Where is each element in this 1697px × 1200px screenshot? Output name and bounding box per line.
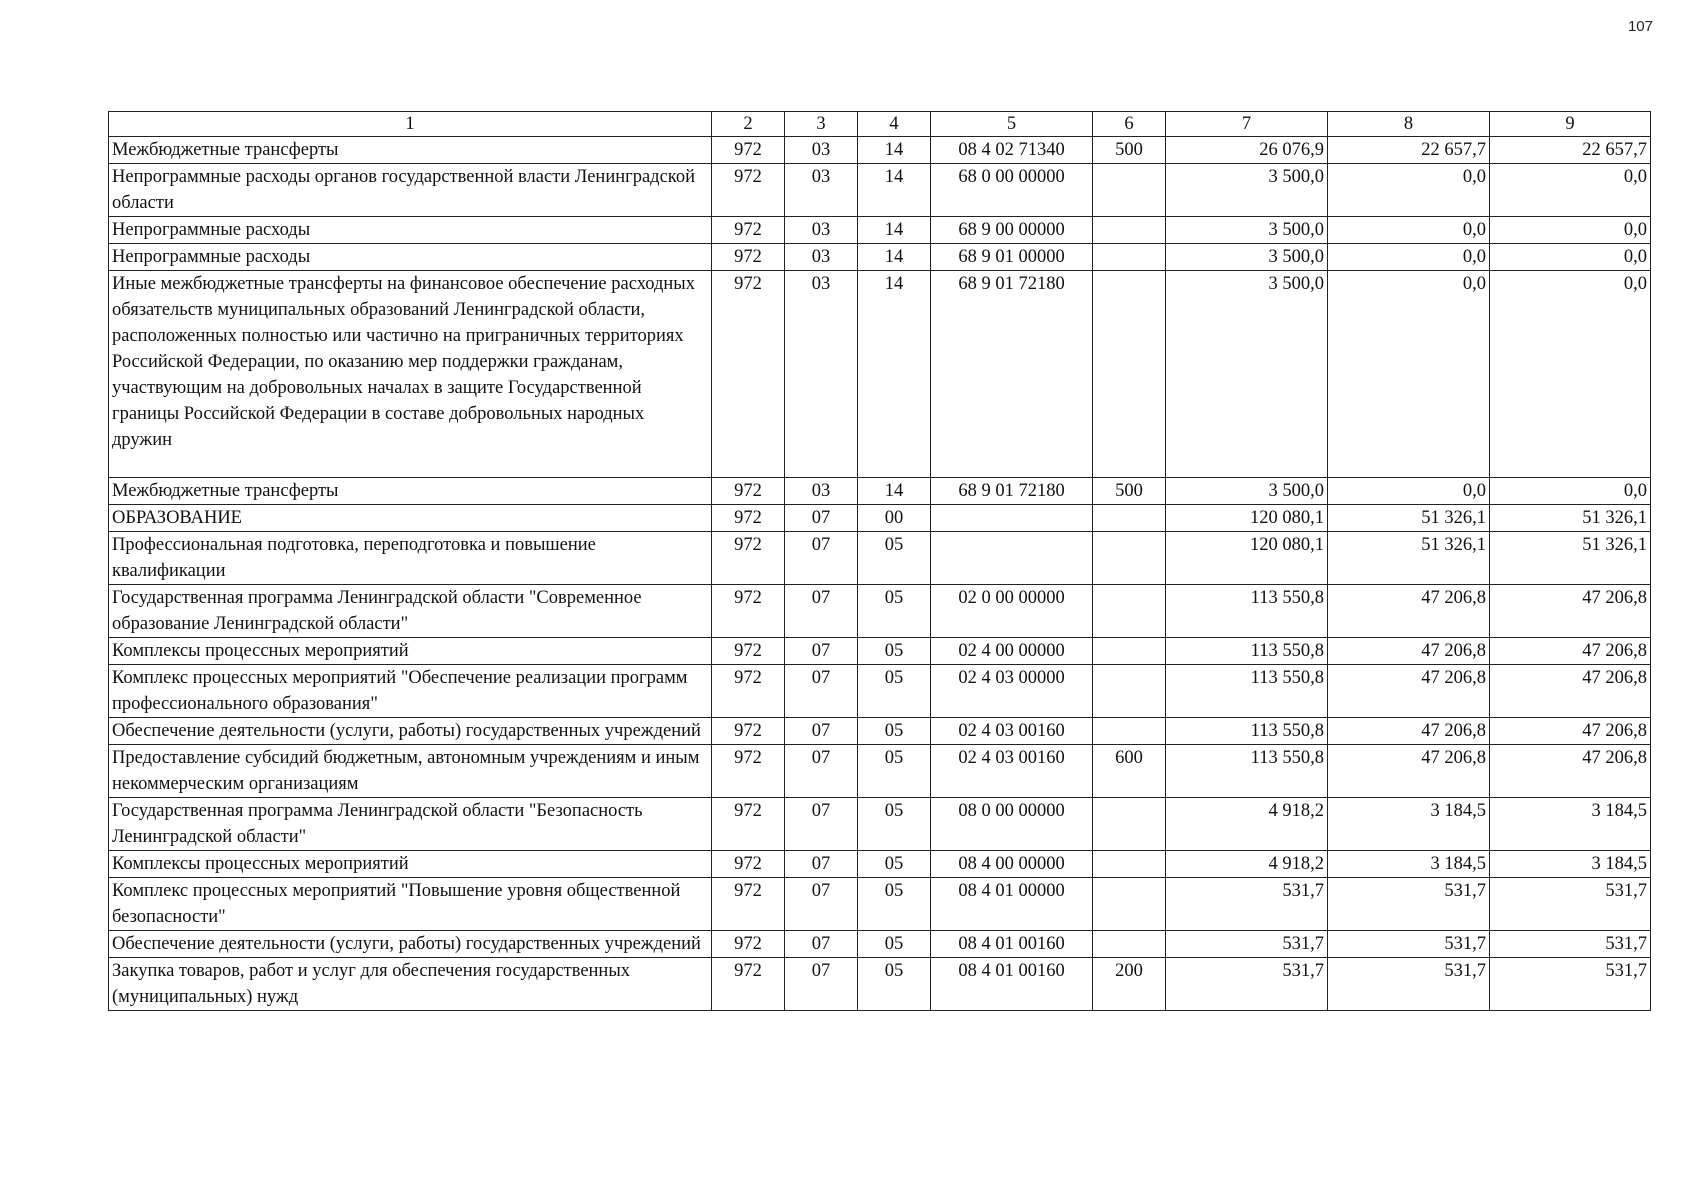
row-amount-7: 3 500,0 (1166, 244, 1328, 271)
row-amount-9: 47 206,8 (1490, 745, 1651, 798)
row-pr-code: 00 (858, 505, 931, 532)
row-amount-7: 120 080,1 (1166, 532, 1328, 585)
row-rz-code: 07 (785, 958, 858, 1011)
row-amount-8: 47 206,8 (1328, 745, 1490, 798)
row-gr-code: 972 (712, 878, 785, 931)
row-name: Непрограммные расходы (109, 244, 712, 271)
row-amount-9: 0,0 (1490, 244, 1651, 271)
row-vr-code (1093, 665, 1166, 718)
row-name: Комплексы процессных мероприятий (109, 851, 712, 878)
header-cell-7: 7 (1166, 112, 1328, 137)
row-gr-code: 972 (712, 585, 785, 638)
row-name: Межбюджетные трансферты (109, 478, 712, 505)
table-row (109, 798, 1651, 851)
row-rz-code: 03 (785, 137, 858, 164)
header-cell-6: 6 (1093, 112, 1166, 137)
row-amount-9: 51 326,1 (1490, 532, 1651, 585)
row-name: Закупка товаров, работ и услуг для обеспечения государственных (муниципальных) нужд (109, 958, 712, 1011)
row-amount-7: 113 550,8 (1166, 585, 1328, 638)
row-gr-code: 972 (712, 718, 785, 745)
row-amount-9: 531,7 (1490, 958, 1651, 1011)
row-rz-code: 07 (785, 532, 858, 585)
row-amount-8: 531,7 (1328, 958, 1490, 1011)
row-amount-9: 531,7 (1490, 931, 1651, 958)
row-amount-8: 22 657,7 (1328, 137, 1490, 164)
row-amount-8: 531,7 (1328, 931, 1490, 958)
header-row (109, 112, 1651, 137)
row-amount-9: 51 326,1 (1490, 505, 1651, 532)
row-amount-9: 3 184,5 (1490, 798, 1651, 851)
row-vr-code: 200 (1093, 958, 1166, 1011)
table-row (109, 271, 1651, 478)
row-amount-8: 0,0 (1328, 271, 1490, 478)
row-csr-code: 68 9 00 00000 (931, 217, 1093, 244)
row-pr-code: 05 (858, 585, 931, 638)
row-amount-9: 0,0 (1490, 271, 1651, 478)
table-row (109, 745, 1651, 798)
row-amount-7: 531,7 (1166, 878, 1328, 931)
row-name: Комплекс процессных мероприятий "Повышение уровня общественной безопасности" (109, 878, 712, 931)
budget-table (108, 111, 1651, 1011)
row-vr-code (1093, 164, 1166, 217)
row-amount-9: 0,0 (1490, 164, 1651, 217)
row-amount-9: 47 206,8 (1490, 665, 1651, 718)
row-name: Комплексы процессных мероприятий (109, 638, 712, 665)
table-row (109, 665, 1651, 718)
row-rz-code: 07 (785, 638, 858, 665)
row-amount-7: 3 500,0 (1166, 478, 1328, 505)
header-cell-8: 8 (1328, 112, 1490, 137)
row-pr-code: 14 (858, 478, 931, 505)
row-amount-7: 113 550,8 (1166, 665, 1328, 718)
row-pr-code: 05 (858, 745, 931, 798)
row-name: Государственная программа Ленинградской области "Безопасность Ленинградской области" (109, 798, 712, 851)
row-pr-code: 05 (858, 638, 931, 665)
row-amount-7: 3 500,0 (1166, 164, 1328, 217)
row-gr-code: 972 (712, 505, 785, 532)
row-csr-code: 02 4 03 00160 (931, 745, 1093, 798)
row-name: Обеспечение деятельности (услуги, работы) государственных учреждений (109, 931, 712, 958)
row-vr-code (1093, 878, 1166, 931)
row-gr-code: 972 (712, 164, 785, 217)
row-csr-code: 68 9 01 72180 (931, 271, 1093, 478)
row-csr-code: 02 4 00 00000 (931, 638, 1093, 665)
row-vr-code (1093, 271, 1166, 478)
row-amount-9: 47 206,8 (1490, 638, 1651, 665)
row-rz-code: 07 (785, 798, 858, 851)
row-vr-code (1093, 638, 1166, 665)
row-amount-7: 26 076,9 (1166, 137, 1328, 164)
row-amount-7: 120 080,1 (1166, 505, 1328, 532)
row-rz-code: 07 (785, 878, 858, 931)
row-amount-9: 22 657,7 (1490, 137, 1651, 164)
table-row (109, 532, 1651, 585)
row-rz-code: 07 (785, 931, 858, 958)
row-gr-code: 972 (712, 478, 785, 505)
row-name: Непрограммные расходы (109, 217, 712, 244)
row-amount-7: 3 500,0 (1166, 271, 1328, 478)
row-amount-7: 531,7 (1166, 958, 1328, 1011)
row-vr-code (1093, 505, 1166, 532)
row-pr-code: 05 (858, 878, 931, 931)
row-csr-code: 68 9 01 72180 (931, 478, 1093, 505)
row-pr-code: 14 (858, 217, 931, 244)
row-gr-code: 972 (712, 665, 785, 718)
row-name: Непрограммные расходы органов государственной власти Ленинградской области (109, 164, 712, 217)
table-row (109, 137, 1651, 164)
row-amount-8: 0,0 (1328, 244, 1490, 271)
row-amount-7: 113 550,8 (1166, 718, 1328, 745)
row-amount-7: 531,7 (1166, 931, 1328, 958)
row-name: Комплекс процессных мероприятий "Обеспечение реализации программ профессионального образования" (109, 665, 712, 718)
row-name: ОБРАЗОВАНИЕ (109, 505, 712, 532)
row-gr-code: 972 (712, 931, 785, 958)
row-amount-8: 51 326,1 (1328, 532, 1490, 585)
row-pr-code: 14 (858, 271, 931, 478)
table-row (109, 164, 1651, 217)
header-cell-5: 5 (931, 112, 1093, 137)
row-pr-code: 14 (858, 137, 931, 164)
row-amount-8: 47 206,8 (1328, 638, 1490, 665)
row-vr-code (1093, 585, 1166, 638)
table-row (109, 217, 1651, 244)
row-csr-code: 08 0 00 00000 (931, 798, 1093, 851)
row-vr-code (1093, 217, 1166, 244)
row-name: Межбюджетные трансферты (109, 137, 712, 164)
table-row (109, 478, 1651, 505)
row-csr-code: 68 0 00 00000 (931, 164, 1093, 217)
row-pr-code: 05 (858, 798, 931, 851)
header-cell-9: 9 (1490, 112, 1651, 137)
row-amount-8: 531,7 (1328, 878, 1490, 931)
row-rz-code: 03 (785, 271, 858, 478)
row-pr-code: 14 (858, 244, 931, 271)
row-amount-9: 0,0 (1490, 217, 1651, 244)
row-vr-code: 500 (1093, 478, 1166, 505)
row-gr-code: 972 (712, 137, 785, 164)
header-cell-3: 3 (785, 112, 858, 137)
table-row (109, 851, 1651, 878)
row-name: Предоставление субсидий бюджетным, автономным учреждениям и иным некоммерческим организациям (109, 745, 712, 798)
row-amount-7: 3 500,0 (1166, 217, 1328, 244)
row-amount-8: 0,0 (1328, 164, 1490, 217)
table-row (109, 931, 1651, 958)
table-row (109, 638, 1651, 665)
row-rz-code: 03 (785, 217, 858, 244)
row-gr-code: 972 (712, 745, 785, 798)
row-amount-8: 3 184,5 (1328, 851, 1490, 878)
row-pr-code: 05 (858, 958, 931, 1011)
row-vr-code (1093, 851, 1166, 878)
row-gr-code: 972 (712, 217, 785, 244)
row-csr-code (931, 532, 1093, 585)
row-pr-code: 05 (858, 665, 931, 718)
row-csr-code: 02 4 03 00160 (931, 718, 1093, 745)
row-amount-7: 4 918,2 (1166, 851, 1328, 878)
row-pr-code: 05 (858, 931, 931, 958)
row-amount-9: 531,7 (1490, 878, 1651, 931)
row-rz-code: 07 (785, 585, 858, 638)
row-vr-code (1093, 244, 1166, 271)
row-name: Профессиональная подготовка, переподготовка и повышение квалификации (109, 532, 712, 585)
row-rz-code: 07 (785, 745, 858, 798)
row-gr-code: 972 (712, 798, 785, 851)
row-gr-code: 972 (712, 244, 785, 271)
row-amount-7: 113 550,8 (1166, 638, 1328, 665)
table-row (109, 958, 1651, 1011)
row-rz-code: 03 (785, 244, 858, 271)
table-row (109, 505, 1651, 532)
header-cell-1: 1 (109, 112, 712, 137)
row-amount-8: 47 206,8 (1328, 665, 1490, 718)
row-amount-9: 3 184,5 (1490, 851, 1651, 878)
row-name: Обеспечение деятельности (услуги, работы) государственных учреждений (109, 718, 712, 745)
row-csr-code: 08 4 01 00160 (931, 931, 1093, 958)
row-amount-8: 47 206,8 (1328, 585, 1490, 638)
row-pr-code: 05 (858, 718, 931, 745)
row-vr-code: 500 (1093, 137, 1166, 164)
row-name: Иные межбюджетные трансферты на финансовое обеспечение расходных обязательств муниципальных образований Ленинградской области, расположенных полностью или частично на приграничных территориях Российской Федерации, по оказанию мер поддержки гражданам, участвующим на добровольных началах в защите Государственной границы Российской Федерации в составе добровольных народных дружин (109, 271, 712, 478)
row-pr-code: 05 (858, 851, 931, 878)
row-pr-code: 05 (858, 532, 931, 585)
row-amount-8: 51 326,1 (1328, 505, 1490, 532)
table-body (109, 137, 1651, 1011)
row-amount-9: 0,0 (1490, 478, 1651, 505)
row-csr-code: 08 4 00 00000 (931, 851, 1093, 878)
row-amount-8: 3 184,5 (1328, 798, 1490, 851)
row-csr-code: 02 0 00 00000 (931, 585, 1093, 638)
row-csr-code (931, 505, 1093, 532)
row-amount-8: 0,0 (1328, 478, 1490, 505)
row-rz-code: 07 (785, 851, 858, 878)
row-gr-code: 972 (712, 271, 785, 478)
table-row (109, 878, 1651, 931)
row-csr-code: 02 4 03 00000 (931, 665, 1093, 718)
row-amount-9: 47 206,8 (1490, 585, 1651, 638)
row-rz-code: 03 (785, 478, 858, 505)
row-amount-7: 113 550,8 (1166, 745, 1328, 798)
row-vr-code: 600 (1093, 745, 1166, 798)
row-amount-9: 47 206,8 (1490, 718, 1651, 745)
row-csr-code: 08 4 02 71340 (931, 137, 1093, 164)
table-row (109, 718, 1651, 745)
row-gr-code: 972 (712, 851, 785, 878)
row-gr-code: 972 (712, 532, 785, 585)
row-gr-code: 972 (712, 958, 785, 1011)
row-rz-code: 07 (785, 718, 858, 745)
row-amount-8: 0,0 (1328, 217, 1490, 244)
row-csr-code: 68 9 01 00000 (931, 244, 1093, 271)
row-amount-7: 4 918,2 (1166, 798, 1328, 851)
row-rz-code: 07 (785, 665, 858, 718)
row-amount-8: 47 206,8 (1328, 718, 1490, 745)
row-csr-code: 08 4 01 00000 (931, 878, 1093, 931)
page-number: 107 (1627, 18, 1653, 35)
table-row (109, 244, 1651, 271)
row-vr-code (1093, 718, 1166, 745)
row-gr-code: 972 (712, 638, 785, 665)
row-vr-code (1093, 798, 1166, 851)
header-cell-2: 2 (712, 112, 785, 137)
row-vr-code (1093, 532, 1166, 585)
header-cell-4: 4 (858, 112, 931, 137)
row-rz-code: 07 (785, 505, 858, 532)
row-rz-code: 03 (785, 164, 858, 217)
row-vr-code (1093, 931, 1166, 958)
table-row (109, 585, 1651, 638)
row-name: Государственная программа Ленинградской области "Современное образование Ленинградской области" (109, 585, 712, 638)
row-pr-code: 14 (858, 164, 931, 217)
row-csr-code: 08 4 01 00160 (931, 958, 1093, 1011)
